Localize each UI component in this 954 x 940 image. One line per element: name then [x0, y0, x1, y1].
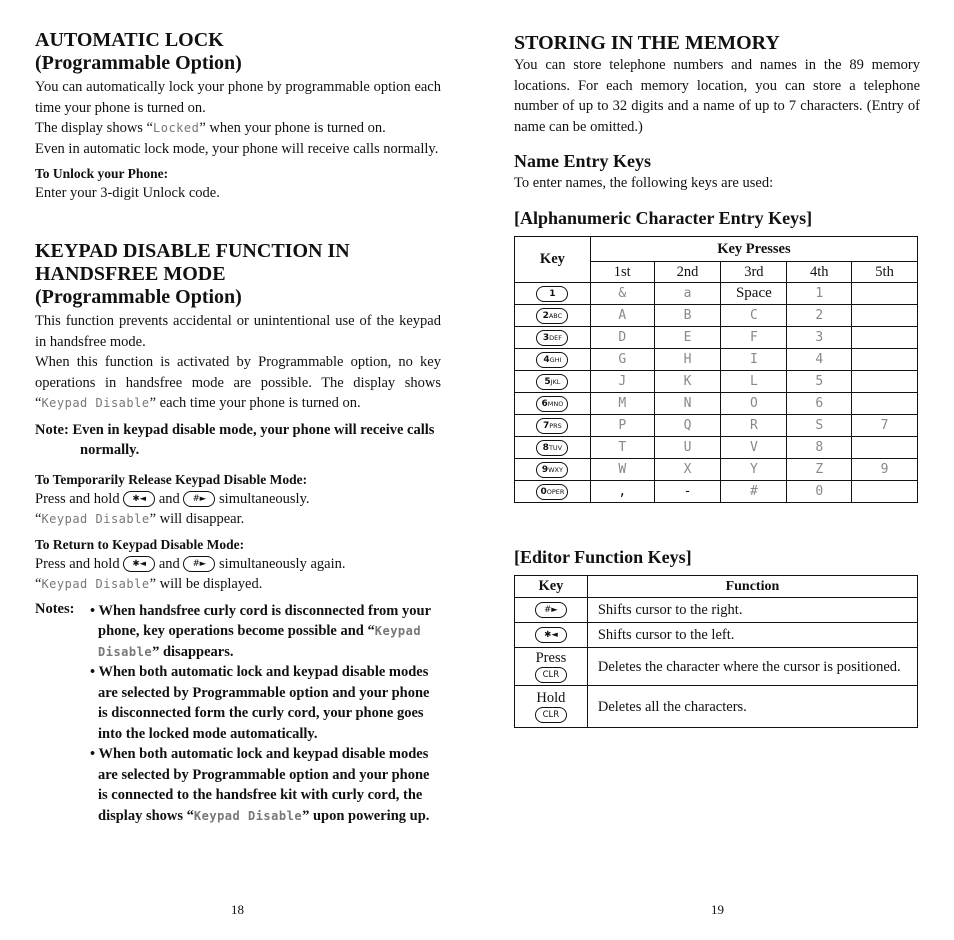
key-digit: 5 [544, 376, 551, 387]
alpha-col-header: 1st [590, 262, 654, 283]
table-row [515, 327, 918, 349]
keypad-key-icon [536, 484, 568, 500]
auto-lock-para2: The display shows “Locked” when your phone is turned on. [35, 120, 386, 136]
char-cell: Y [721, 459, 787, 481]
editor-key-cell [515, 598, 588, 623]
temp-release-heading: To Temporarily Release Keypad Disable Mode: [35, 471, 308, 487]
table-row [515, 415, 918, 437]
storing-title: STORING IN THE MEMORY [514, 32, 780, 54]
keypad-key-icon [536, 462, 568, 478]
lcd-text: Keypad Disable [193, 808, 303, 823]
page-number-left: 18 [231, 902, 244, 917]
keypad-key-icon [536, 352, 568, 368]
key-digit: 3 [542, 332, 550, 343]
char-cell: 8 [787, 437, 852, 459]
key-cell [515, 437, 591, 459]
keypad-key-icon [536, 396, 568, 412]
table-row [515, 686, 918, 728]
char-cell: S [787, 415, 852, 437]
key-digit: 9 [541, 464, 549, 475]
keypad-key-icon [536, 286, 568, 302]
temp-release-text: Press and hold ✱◄ and #► simultaneously. [35, 490, 310, 507]
keypad-key-icon [536, 308, 568, 324]
table-row [515, 459, 918, 481]
alpha-col-header: 5th [852, 262, 918, 283]
return-text: Press and hold ✱◄ and #► simultaneously again. [35, 555, 346, 572]
char-cell: X [654, 459, 721, 481]
editor-key-header: Key [515, 576, 588, 598]
char-cell [852, 327, 918, 349]
char-cell: R [721, 415, 787, 437]
char-cell [852, 393, 918, 415]
table-row [515, 349, 918, 371]
temp-release-result: “Keypad Disable” will disappear. [35, 511, 245, 527]
char-cell: O [721, 393, 787, 415]
table-row [515, 393, 918, 415]
auto-lock-para3: Even in automatic lock mode, your phone will receive calls normally. [35, 140, 439, 157]
star-key-icon: ✱◄ [123, 556, 155, 572]
editor-key-cell [515, 686, 588, 728]
key-action-label: Hold [536, 690, 566, 707]
key-letters: PRS [549, 421, 562, 430]
char-cell [852, 349, 918, 371]
key-digit: 4 [543, 354, 550, 365]
lcd-text: Keypad Disable [41, 512, 150, 526]
char-cell: 7 [852, 415, 918, 437]
storing-para: You can store telephone numbers and names in the 89 memory locations. For each memory location, you can store a telephone number of up to 32 digits and a name of up to 7 characters. (Entry of name can be omitted.) [514, 57, 920, 135]
editor-function-cell: Shifts cursor to the right. [587, 598, 917, 623]
key-digit: 7 [542, 420, 550, 431]
key-letters: OPER [546, 487, 565, 496]
char-cell [852, 283, 918, 305]
table-row [515, 481, 918, 503]
keypad-key-icon [536, 440, 568, 456]
char-cell: J [590, 371, 654, 393]
key-digit: 6 [541, 398, 548, 409]
alpha-key-table [514, 236, 918, 503]
keypad-disable-title-line1: KEYPAD DISABLE FUNCTION IN [35, 240, 350, 262]
key-cell [515, 283, 591, 305]
char-cell: 5 [787, 371, 852, 393]
keypad-key-icon [536, 374, 568, 390]
key-letters: MNO [547, 399, 564, 408]
editor-key-icon: CLR [535, 667, 567, 683]
char-cell [852, 305, 918, 327]
char-cell: 2 [787, 305, 852, 327]
char-cell: U [654, 437, 721, 459]
notes-block [35, 601, 441, 827]
char-cell: W [590, 459, 654, 481]
note-item: • When both automatic lock and keypad disable modes are selected by Programmable option and your phone is connected to the handsfree kit with curly cord, the display shows “Keypad Disable” upon powering up. [90, 746, 430, 824]
char-cell [852, 437, 918, 459]
return-heading: To Return to Keypad Disable Mode: [35, 536, 245, 552]
char-cell: N [654, 393, 721, 415]
char-cell: # [721, 481, 787, 503]
auto-lock-subtitle: (Programmable Option) [35, 52, 242, 74]
char-cell: 4 [787, 349, 852, 371]
char-cell: , [590, 481, 654, 503]
key-cell [515, 305, 591, 327]
char-cell: B [654, 305, 721, 327]
key-letters: ABC [548, 311, 563, 320]
char-cell: - [654, 481, 721, 503]
key-cell [515, 459, 591, 481]
char-cell: P [590, 415, 654, 437]
notes-label: Notes: [35, 600, 75, 617]
table-row [515, 371, 918, 393]
char-cell: D [590, 327, 654, 349]
editor-table-title: [Editor Function Keys] [514, 547, 692, 567]
editor-function-cell: Deletes the character where the cursor is positioned. [587, 648, 917, 686]
table-row [515, 283, 918, 305]
note-item: • When both automatic lock and keypad disable modes are selected by Programmable option and your phone is disconnected form the curly cord, your phone goes into the locked mode automatically. [90, 664, 430, 742]
lcd-text: Locked [153, 121, 200, 135]
keypad-disable-para2: When this function is activated by Programmable option, no key operations in handsfree mode are possible. The display shows “Keypad Disable” each time your phone is turned on. [35, 354, 441, 411]
key-digit: 8 [542, 442, 549, 453]
auto-lock-title: AUTOMATIC LOCK [35, 29, 224, 51]
table-row [515, 648, 918, 686]
char-cell: 1 [787, 283, 852, 305]
key-action-label: Press [535, 650, 567, 667]
editor-key-cell [515, 623, 588, 648]
editor-key-cell [515, 648, 588, 686]
hash-key-icon: #► [183, 491, 215, 507]
key-letters: GHI [549, 355, 562, 364]
editor-function-cell: Shifts cursor to the left. [587, 623, 917, 648]
keypad-disable-title-line2: HANDSFREE MODE [35, 263, 226, 285]
key-digit: 2 [542, 310, 549, 321]
editor-function-cell: Deletes all the characters. [587, 686, 917, 728]
char-cell: 3 [787, 327, 852, 349]
name-entry-para: To enter names, the following keys are used: [514, 175, 774, 191]
editor-key-icon: CLR [535, 707, 567, 723]
key-letters: DEF [549, 333, 562, 342]
keypad-disable-note: Note: Even in keypad disable mode, your phone will receive calls normally. [35, 421, 435, 458]
char-cell: Space [721, 283, 787, 305]
char-cell: M [590, 393, 654, 415]
table-row [515, 598, 918, 623]
key-digit: 0 [540, 486, 547, 497]
char-cell: & [590, 283, 654, 305]
lcd-text: Keypad Disable [41, 577, 150, 591]
key-cell [515, 349, 591, 371]
char-cell [852, 371, 918, 393]
key-cell [515, 415, 591, 437]
alpha-table-title: [Alphanumeric Character Entry Keys] [514, 208, 813, 228]
lcd-text: Keypad Disable [98, 624, 422, 659]
char-cell: E [654, 327, 721, 349]
keypad-key-icon [536, 330, 568, 346]
char-cell: 9 [852, 459, 918, 481]
char-cell: L [721, 371, 787, 393]
key-digit: 1 [549, 288, 556, 299]
key-cell [515, 393, 591, 415]
return-result: “Keypad Disable” will be displayed. [35, 576, 263, 592]
unlock-text: Enter your 3-digit Unlock code. [35, 185, 220, 201]
keypad-disable-subtitle: (Programmable Option) [35, 286, 242, 308]
unlock-heading: To Unlock your Phone: [35, 166, 169, 181]
editor-key-table [514, 575, 918, 728]
alpha-key-header: Key [515, 237, 591, 283]
char-cell: A [590, 305, 654, 327]
key-cell [515, 371, 591, 393]
editor-function-header: Function [587, 576, 917, 598]
char-cell: T [590, 437, 654, 459]
char-cell: I [721, 349, 787, 371]
table-row [515, 305, 918, 327]
note-item: • When handsfree curly cord is disconnected from your phone, key operations become possible and “Keypad Disable” disappears. [90, 602, 431, 660]
key-letters: JKL [550, 377, 561, 386]
char-cell: a [654, 283, 721, 305]
editor-key-icon: ✱◄ [535, 627, 567, 643]
char-cell: Q [654, 415, 721, 437]
alpha-col-header: 3rd [721, 262, 787, 283]
key-letters: TUV [548, 443, 563, 452]
keypad-disable-para1: This function prevents accidental or unintentional use of the keypad in handsfree mode. [35, 313, 441, 350]
alpha-presses-header: Key Presses [590, 237, 917, 262]
key-cell [515, 481, 591, 503]
key-letters: WXY [548, 465, 563, 474]
alpha-col-header: 4th [787, 262, 852, 283]
char-cell: V [721, 437, 787, 459]
char-cell: C [721, 305, 787, 327]
char-cell: 0 [787, 481, 852, 503]
lcd-text: Keypad Disable [41, 396, 150, 410]
char-cell [852, 481, 918, 503]
char-cell: Z [787, 459, 852, 481]
char-cell: H [654, 349, 721, 371]
editor-key-icon: #► [535, 602, 567, 618]
auto-lock-para1: You can automatically lock your phone by programmable option each time your phone is turned on. [35, 79, 441, 116]
page-number-right: 19 [711, 902, 724, 917]
alpha-col-header: 2nd [654, 262, 721, 283]
char-cell: K [654, 371, 721, 393]
hash-key-icon: #► [183, 556, 215, 572]
char-cell: 6 [787, 393, 852, 415]
key-cell [515, 327, 591, 349]
char-cell: G [590, 349, 654, 371]
char-cell: F [721, 327, 787, 349]
keypad-key-icon [536, 418, 568, 434]
table-row [515, 623, 918, 648]
table-row [515, 437, 918, 459]
star-key-icon: ✱◄ [123, 491, 155, 507]
name-entry-title: Name Entry Keys [514, 151, 651, 171]
